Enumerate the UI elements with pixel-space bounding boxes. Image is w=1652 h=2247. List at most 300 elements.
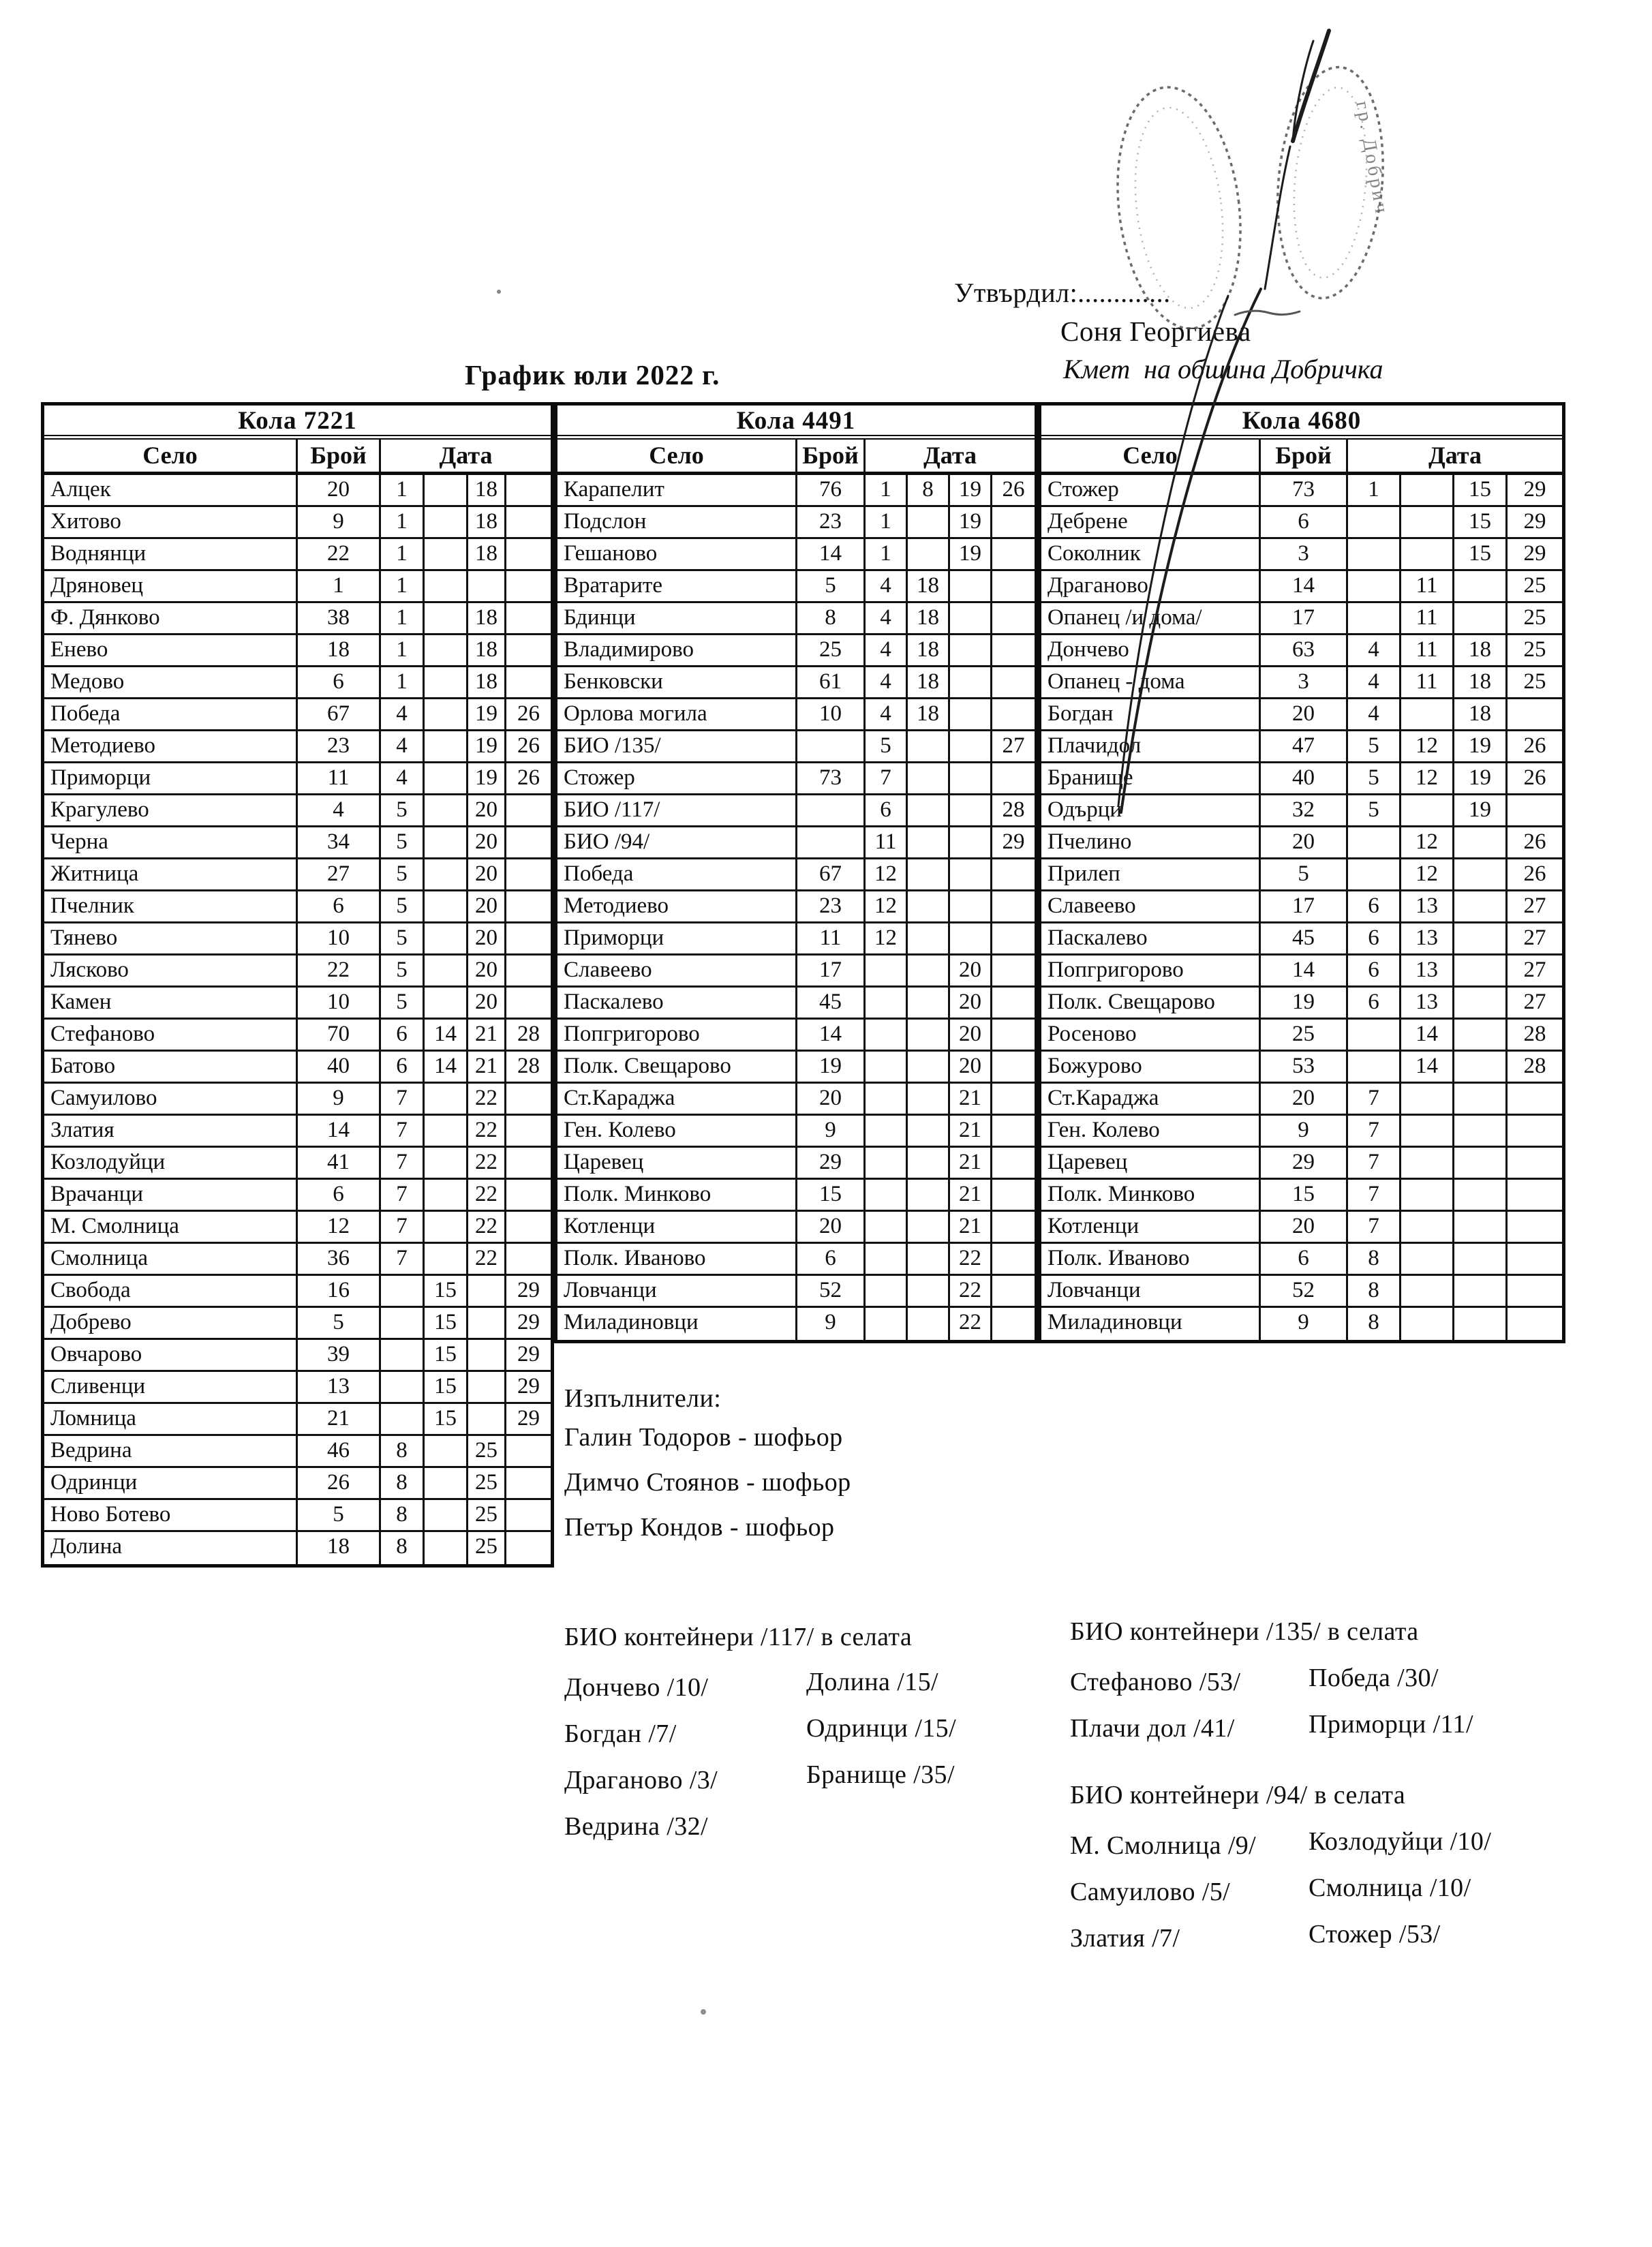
date-cell <box>1454 1052 1508 1082</box>
date-cell <box>1508 1116 1562 1146</box>
date-cell: 1 <box>381 507 425 537</box>
table-row <box>557 1052 1035 1084</box>
date-cell <box>425 1212 468 1242</box>
table-row <box>1041 1244 1562 1276</box>
round-stamp-icon <box>1268 63 1392 303</box>
table-row <box>44 891 551 923</box>
table-row <box>44 539 551 571</box>
count-cell: 23 <box>298 731 381 761</box>
table-row <box>44 507 551 539</box>
village-cell: Врачанци <box>44 1180 298 1210</box>
date-cell: 7 <box>381 1148 425 1178</box>
count-column-header: Брой <box>1261 440 1348 472</box>
table-row <box>1041 635 1562 667</box>
date-cell: 29 <box>517 1310 540 1334</box>
date-cell <box>506 475 551 505</box>
date-cell <box>908 1116 950 1146</box>
date-cell <box>992 571 1035 601</box>
count-cell: 6 <box>298 667 381 697</box>
table-row <box>1041 1180 1562 1212</box>
count-cell: 6 <box>298 1180 381 1210</box>
village-cell: Камен <box>44 988 298 1018</box>
count-cell: 6 <box>298 891 381 921</box>
count-cell: 26 <box>298 1468 381 1498</box>
date-cell: 18 <box>908 635 950 665</box>
date-cell: 12 <box>1401 827 1454 857</box>
table-row <box>44 763 551 795</box>
date-cell: 19 <box>468 699 506 729</box>
date-cell: 19 <box>468 763 506 793</box>
date-cell <box>1508 1308 1562 1340</box>
date-cell: 8 <box>381 1500 425 1530</box>
date-cell: 12 <box>866 859 908 889</box>
date-cell: 29 <box>517 1342 540 1366</box>
table-row <box>557 1148 1035 1180</box>
table-row <box>557 1116 1035 1148</box>
table-row <box>557 1212 1035 1244</box>
date-cell: 18 <box>1454 667 1508 697</box>
date-cell <box>506 859 551 889</box>
date-cell: 22 <box>950 1276 992 1306</box>
table-row <box>1041 507 1562 539</box>
date-cell: 8 <box>1348 1308 1401 1340</box>
date-cell: 11 <box>1401 571 1454 601</box>
date-cell <box>908 539 950 569</box>
bio-item: Златия /7/ <box>1070 1924 1180 1953</box>
date-cell <box>1401 1276 1454 1306</box>
count-cell: 27 <box>298 859 381 889</box>
date-cell <box>908 507 950 537</box>
date-cell <box>950 571 992 601</box>
table-row <box>44 1116 551 1148</box>
village-cell: Самуилово <box>44 1084 298 1114</box>
village-cell: Ген. Колево <box>557 1116 797 1146</box>
count-cell: 67 <box>797 859 866 889</box>
count-cell: 32 <box>1261 795 1348 825</box>
count-cell: 11 <box>797 923 866 953</box>
date-cell: 4 <box>1348 699 1401 729</box>
date-cell: 12 <box>1401 859 1454 889</box>
table-row <box>557 571 1035 603</box>
bio-list <box>1070 1822 1256 1961</box>
date-cell: 8 <box>381 1532 425 1564</box>
date-cell: 21 <box>950 1148 992 1178</box>
village-cell: Полк. Иваново <box>557 1244 797 1274</box>
bio-item: Одринци /15/ <box>806 1714 957 1743</box>
table-row <box>557 1308 1035 1340</box>
date-cell: 26 <box>517 765 540 790</box>
date-cell <box>425 1116 468 1146</box>
village-cell: Попгригорово <box>557 1020 797 1050</box>
date-cell: 1 <box>381 571 425 601</box>
table-row <box>557 475 1035 507</box>
date-cell <box>950 731 992 761</box>
count-cell: 20 <box>298 475 381 505</box>
schedule-table-kola-7221 <box>41 402 554 1568</box>
table-row <box>44 1468 551 1500</box>
count-cell: 21 <box>298 1404 381 1434</box>
date-cell: 5 <box>866 731 908 761</box>
village-cell: Богдан <box>1041 699 1261 729</box>
date-cell <box>908 763 950 793</box>
date-cell: 21 <box>950 1116 992 1146</box>
date-cell: 25 <box>1523 573 1546 598</box>
date-cell <box>1454 988 1508 1018</box>
date-cell <box>506 1116 551 1146</box>
bio-list <box>806 1659 956 1798</box>
village-cell: БИО /94/ <box>557 827 797 857</box>
date-cell: 20 <box>468 795 506 825</box>
date-cell: 20 <box>950 1052 992 1082</box>
date-cell: 25 <box>1523 605 1546 630</box>
date-cell <box>992 635 1035 665</box>
village-cell: Росеново <box>1041 1020 1261 1050</box>
date-cell: 29 <box>1002 829 1025 854</box>
date-cell <box>1454 1180 1508 1210</box>
date-cell <box>908 731 950 761</box>
date-cell <box>992 859 1035 889</box>
count-cell: 47 <box>1261 731 1348 761</box>
table-row <box>557 1084 1035 1116</box>
village-cell: Хитово <box>44 507 298 537</box>
table-row <box>557 859 1035 891</box>
date-cell: 29 <box>517 1406 540 1431</box>
date-cell <box>425 1468 468 1498</box>
date-cell <box>506 1500 551 1530</box>
date-cell <box>506 795 551 825</box>
date-cell <box>1348 859 1401 889</box>
date-cell <box>1348 1020 1401 1050</box>
count-cell: 14 <box>797 1020 866 1050</box>
date-cell <box>1454 1244 1508 1274</box>
bio-item: Дончево /10/ <box>564 1673 709 1702</box>
date-cell <box>1508 1276 1562 1306</box>
date-cell <box>506 1468 551 1498</box>
village-cell: Бенковски <box>557 667 797 697</box>
date-cell: 6 <box>381 1020 425 1050</box>
date-cell: 12 <box>1401 763 1454 793</box>
village-column-header: Село <box>1041 440 1261 472</box>
date-cell: 29 <box>517 1278 540 1302</box>
bio-item: Стефаново /53/ <box>1070 1668 1241 1696</box>
date-cell: 4 <box>866 635 908 665</box>
village-cell: Подслон <box>557 507 797 537</box>
date-cell <box>866 1308 908 1340</box>
date-cell: 19 <box>468 731 506 761</box>
date-cell <box>1401 1148 1454 1178</box>
table-row <box>44 603 551 635</box>
village-cell: Козлодуйци <box>44 1148 298 1178</box>
date-cell <box>1508 1180 1562 1210</box>
date-column-header: Дата <box>439 442 493 469</box>
date-cell <box>425 1500 468 1530</box>
date-cell <box>992 603 1035 633</box>
bio-section-heading: БИО контейнери /135/ в селата <box>1070 1617 1419 1646</box>
village-cell: Пчелник <box>44 891 298 921</box>
village-cell: Сливенци <box>44 1372 298 1402</box>
date-cell <box>1508 1148 1562 1178</box>
village-cell: Котленци <box>1041 1212 1261 1242</box>
date-cell: 8 <box>908 475 950 505</box>
village-cell: Полк. Иваново <box>1041 1244 1261 1274</box>
date-cell <box>992 988 1035 1018</box>
date-cell: 22 <box>468 1084 506 1114</box>
table-row <box>557 507 1035 539</box>
date-cell: 12 <box>866 891 908 921</box>
bio-item: Долина /15/ <box>806 1668 938 1696</box>
date-cell <box>866 1052 908 1082</box>
date-cell <box>1454 1308 1508 1340</box>
date-cell <box>1454 1148 1508 1178</box>
count-cell: 14 <box>1261 956 1348 985</box>
village-cell: Златия <box>44 1116 298 1146</box>
date-cell <box>506 539 551 569</box>
count-cell: 20 <box>1261 699 1348 729</box>
table-row <box>44 635 551 667</box>
date-cell: 7 <box>381 1244 425 1274</box>
count-cell: 19 <box>1261 988 1348 1018</box>
date-cell: 19 <box>950 507 992 537</box>
date-cell: 13 <box>1401 891 1454 921</box>
date-cell <box>992 1276 1035 1306</box>
village-cell: Победа <box>44 699 298 729</box>
date-cell <box>908 956 950 985</box>
count-cell <box>797 731 866 761</box>
date-cell <box>908 1212 950 1242</box>
date-cell <box>1454 923 1508 953</box>
date-cell <box>1401 1180 1454 1210</box>
count-cell: 16 <box>298 1276 381 1306</box>
count-cell: 5 <box>797 571 866 601</box>
date-cell: 22 <box>468 1212 506 1242</box>
count-cell: 73 <box>797 763 866 793</box>
date-cell <box>425 699 468 729</box>
count-cell: 53 <box>1261 1052 1348 1082</box>
village-cell: Методиево <box>44 731 298 761</box>
table-header-row <box>1041 440 1562 475</box>
count-cell: 8 <box>797 603 866 633</box>
date-cell: 20 <box>468 988 506 1018</box>
village-cell: Вратарите <box>557 571 797 601</box>
count-cell: 3 <box>1261 667 1348 697</box>
count-cell: 9 <box>1261 1116 1348 1146</box>
bio-list <box>1070 1659 1241 1752</box>
date-cell <box>1508 795 1562 825</box>
date-cell <box>1401 795 1454 825</box>
bio-list <box>564 1664 718 1850</box>
date-cell <box>425 731 468 761</box>
date-cell: 22 <box>468 1148 506 1178</box>
date-cell: 25 <box>468 1436 506 1466</box>
bio-item: Приморци /11/ <box>1309 1710 1473 1739</box>
village-cell: Карапелит <box>557 475 797 505</box>
date-cell <box>908 1180 950 1210</box>
date-cell <box>506 1084 551 1114</box>
date-cell <box>992 699 1035 729</box>
village-cell: Плачидол <box>1041 731 1261 761</box>
date-cell <box>992 1244 1035 1274</box>
table-row <box>44 1148 551 1180</box>
bio-list <box>1309 1655 1473 1747</box>
date-cell <box>1348 571 1401 601</box>
date-cell: 13 <box>1401 956 1454 985</box>
table-row <box>1041 1148 1562 1180</box>
count-cell: 20 <box>797 1084 866 1114</box>
count-cell: 1 <box>298 571 381 601</box>
date-cell: 7 <box>381 1180 425 1210</box>
table-title: Кола 4680 <box>1041 406 1562 440</box>
date-cell: 13 <box>1401 988 1454 1018</box>
date-cell <box>908 1148 950 1178</box>
village-column-header: Село <box>44 440 298 472</box>
date-cell: 21 <box>950 1212 992 1242</box>
date-cell <box>950 859 992 889</box>
date-cell: 6 <box>1348 956 1401 985</box>
table-row <box>1041 859 1562 891</box>
date-cell: 19 <box>1454 795 1508 825</box>
date-cell: 1 <box>1348 475 1401 505</box>
date-cell: 8 <box>381 1468 425 1498</box>
count-cell: 20 <box>1261 1212 1348 1242</box>
count-cell: 17 <box>797 956 866 985</box>
village-cell: Опанец - дома <box>1041 667 1261 697</box>
scan-speck <box>497 290 501 294</box>
date-cell <box>866 1020 908 1050</box>
date-cell: 1 <box>866 475 908 505</box>
count-cell: 10 <box>298 923 381 953</box>
date-cell: 25 <box>1523 669 1546 694</box>
table-row <box>557 731 1035 763</box>
date-cell <box>992 1180 1035 1210</box>
date-cell: 21 <box>468 1020 506 1050</box>
table-row <box>44 1212 551 1244</box>
table-row <box>44 1020 551 1052</box>
date-cell: 20 <box>468 891 506 921</box>
village-cell: Славеево <box>557 956 797 985</box>
date-cell: 18 <box>1454 699 1508 729</box>
date-cell <box>866 988 908 1018</box>
date-cell: 18 <box>908 603 950 633</box>
count-cell: 18 <box>298 1532 381 1564</box>
table-row <box>44 571 551 603</box>
count-cell: 19 <box>797 1052 866 1082</box>
village-cell: Попгригорово <box>1041 956 1261 985</box>
date-cell: 22 <box>950 1308 992 1340</box>
table-row <box>1041 763 1562 795</box>
date-cell: 14 <box>1401 1052 1454 1082</box>
date-cell <box>1508 699 1562 729</box>
date-cell <box>506 571 551 601</box>
date-cell: 4 <box>381 763 425 793</box>
date-cell: 27 <box>1523 926 1546 950</box>
date-cell: 25 <box>468 1532 506 1564</box>
count-cell: 22 <box>298 956 381 985</box>
date-cell: 12 <box>1401 731 1454 761</box>
count-column-header: Брой <box>797 440 866 472</box>
count-cell: 73 <box>1261 475 1348 505</box>
date-cell: 6 <box>1348 923 1401 953</box>
date-cell: 11 <box>1401 667 1454 697</box>
date-cell <box>468 1372 506 1402</box>
date-cell <box>506 1180 551 1210</box>
date-cell: 18 <box>908 699 950 729</box>
date-cell: 15 <box>1454 507 1508 537</box>
table-row <box>44 1180 551 1212</box>
village-cell: Победа <box>557 859 797 889</box>
date-cell: 15 <box>425 1404 468 1434</box>
date-cell <box>908 795 950 825</box>
date-cell: 25 <box>468 1500 506 1530</box>
date-cell: 6 <box>1348 988 1401 1018</box>
date-cell <box>866 1148 908 1178</box>
table-row <box>1041 956 1562 988</box>
date-cell: 6 <box>381 1052 425 1082</box>
date-cell: 20 <box>468 956 506 985</box>
date-cell <box>1454 956 1508 985</box>
date-cell <box>992 763 1035 793</box>
date-cell <box>1401 1212 1454 1242</box>
count-cell: 6 <box>1261 507 1348 537</box>
bio-item: Смолница /10/ <box>1309 1874 1471 1902</box>
date-cell <box>425 988 468 1018</box>
date-cell: 8 <box>381 1436 425 1466</box>
village-cell: Долина <box>44 1532 298 1564</box>
date-cell: 1 <box>866 507 908 537</box>
table-row <box>44 1372 551 1404</box>
date-cell <box>506 1244 551 1274</box>
village-cell: Стожер <box>1041 475 1261 505</box>
date-cell <box>468 1276 506 1306</box>
date-cell <box>506 667 551 697</box>
date-cell <box>950 699 992 729</box>
date-cell: 14 <box>425 1020 468 1050</box>
date-cell <box>1401 1244 1454 1274</box>
count-cell: 29 <box>797 1148 866 1178</box>
date-cell: 22 <box>468 1244 506 1274</box>
date-cell: 5 <box>1348 763 1401 793</box>
date-cell: 20 <box>950 1020 992 1050</box>
village-cell: Медово <box>44 667 298 697</box>
date-cell: 5 <box>381 827 425 857</box>
table-row <box>1041 891 1562 923</box>
count-cell: 12 <box>298 1212 381 1242</box>
village-cell: Паскалево <box>557 988 797 1018</box>
date-cell: 29 <box>517 1374 540 1398</box>
date-cell: 18 <box>908 571 950 601</box>
date-cell: 22 <box>468 1180 506 1210</box>
date-cell <box>425 1436 468 1466</box>
count-cell: 9 <box>298 507 381 537</box>
village-cell: Черна <box>44 827 298 857</box>
count-cell: 14 <box>298 1116 381 1146</box>
date-cell <box>1454 603 1508 633</box>
count-cell: 9 <box>1261 1308 1348 1340</box>
table-row <box>44 1244 551 1276</box>
table-row <box>1041 539 1562 571</box>
table-row <box>557 539 1035 571</box>
count-cell: 76 <box>797 475 866 505</box>
count-cell: 17 <box>1261 891 1348 921</box>
count-cell: 45 <box>1261 923 1348 953</box>
village-cell: Бдинци <box>557 603 797 633</box>
count-cell: 20 <box>1261 827 1348 857</box>
date-cell <box>1348 539 1401 569</box>
date-cell: 1 <box>381 603 425 633</box>
date-cell: 5 <box>1348 731 1401 761</box>
date-cell <box>908 1308 950 1340</box>
date-cell: 7 <box>381 1084 425 1114</box>
date-cell <box>950 603 992 633</box>
